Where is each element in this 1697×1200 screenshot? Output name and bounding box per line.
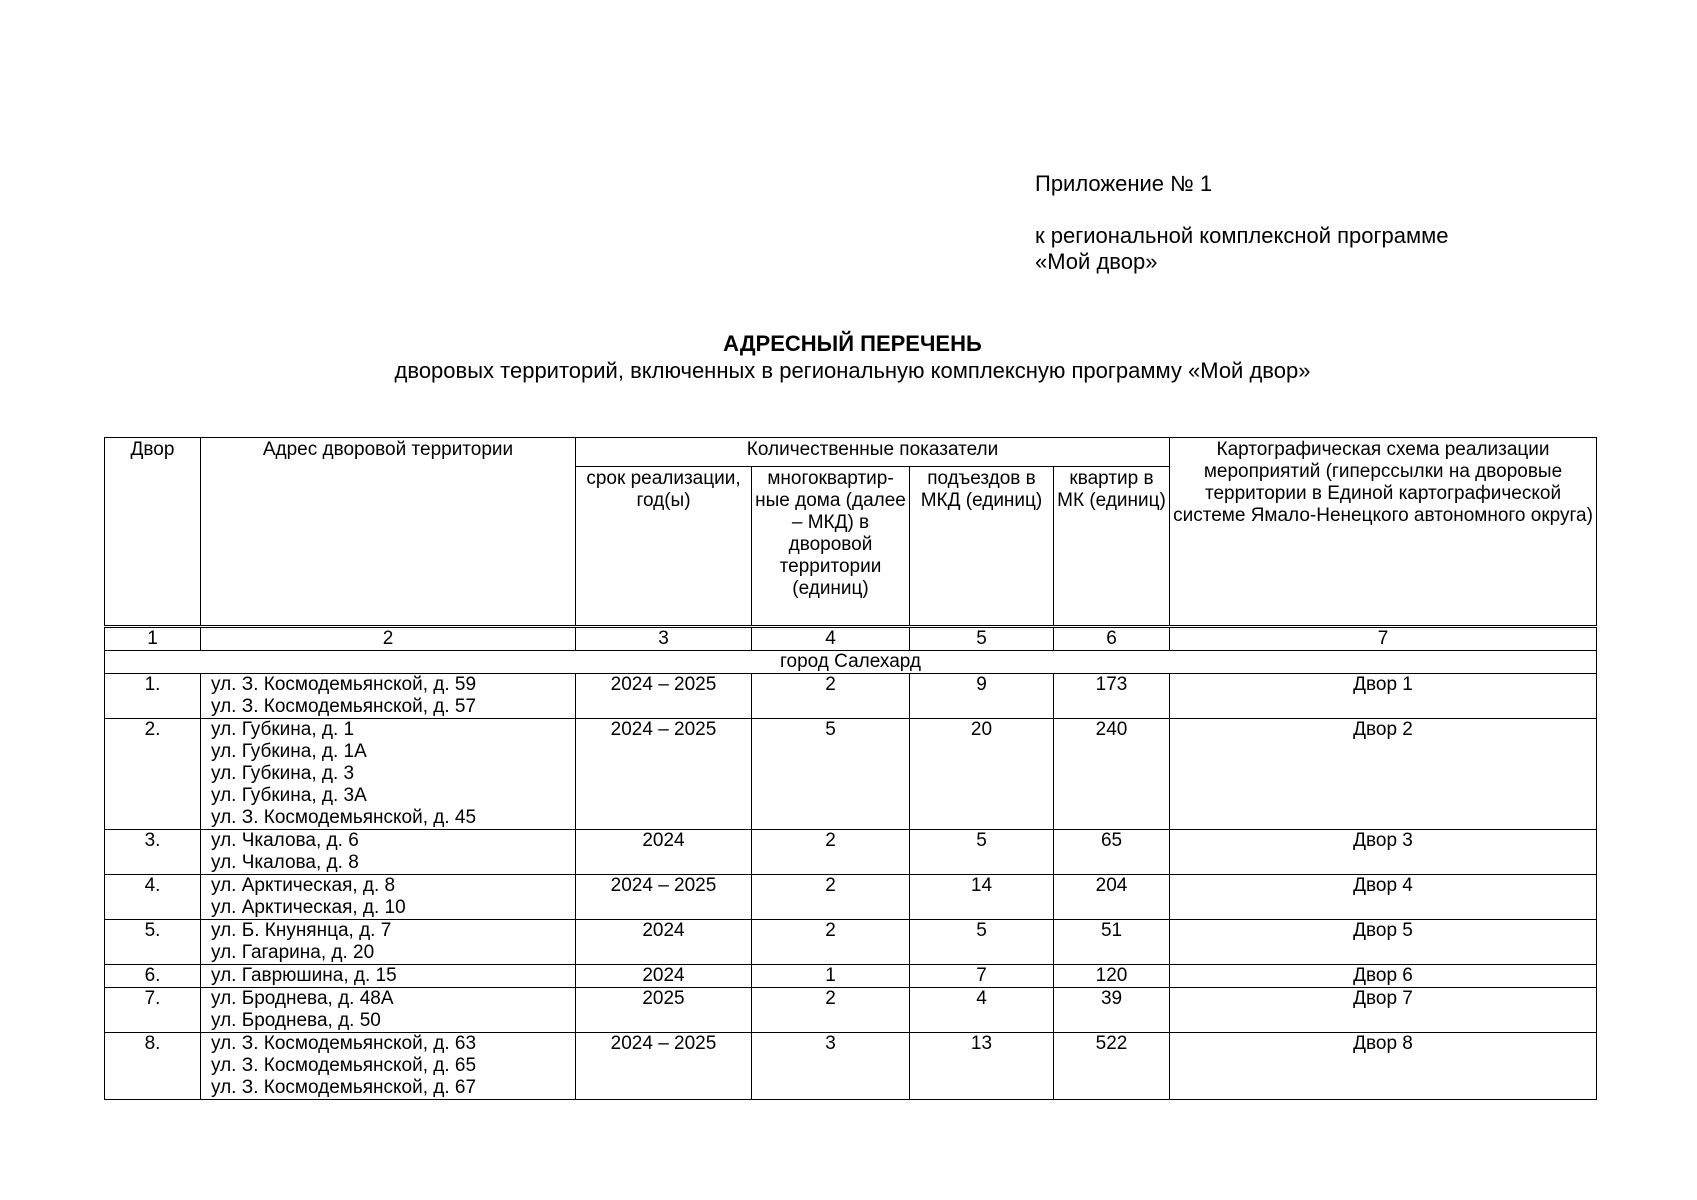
row-number: 7. xyxy=(105,988,201,1033)
address-line: ул. З. Космодемьянской, д. 63 xyxy=(211,1033,477,1054)
header-dvor: Двор xyxy=(105,438,201,627)
address-line: ул. Арктическая, д. 10 xyxy=(211,897,406,918)
row-number: 5. xyxy=(105,920,201,965)
column-numbers-row xyxy=(105,627,1597,651)
document-title xyxy=(0,330,1697,384)
row-srok: 2024 xyxy=(576,920,752,965)
header-srok: срок реализации, год(ы) xyxy=(576,467,752,627)
row-address xyxy=(201,674,576,719)
table-row xyxy=(105,830,1597,875)
row-address xyxy=(201,965,576,988)
row-kvartir: 240 xyxy=(1054,719,1170,830)
row-map-link[interactable]: Двор 8 xyxy=(1170,1033,1597,1100)
column-number: 2 xyxy=(201,627,576,651)
row-kvartir: 522 xyxy=(1054,1033,1170,1100)
row-mkd: 2 xyxy=(752,674,910,719)
row-address xyxy=(201,875,576,920)
row-podezdov: 9 xyxy=(910,674,1054,719)
address-table xyxy=(104,437,1597,1100)
address-line: ул. Чкалова, д. 8 xyxy=(211,852,359,873)
appendix-program-name: «Мой двор» xyxy=(1035,249,1158,274)
row-kvartir: 65 xyxy=(1054,830,1170,875)
row-map-link[interactable]: Двор 1 xyxy=(1170,674,1597,719)
row-podezdov: 5 xyxy=(910,830,1054,875)
row-podezdov: 7 xyxy=(910,965,1054,988)
header-kvartir: квартир в МК (единиц) xyxy=(1054,467,1170,627)
address-line: ул. Губкина, д. 3 xyxy=(211,763,355,784)
table-row xyxy=(105,674,1597,719)
address-line: ул. Губкина, д. 1А xyxy=(211,741,367,762)
address-line: ул. Броднева, д. 50 xyxy=(211,1010,381,1031)
row-srok: 2024 – 2025 xyxy=(576,719,752,830)
row-mkd: 1 xyxy=(752,965,910,988)
row-address xyxy=(201,1033,576,1100)
row-number: 3. xyxy=(105,830,201,875)
row-number: 2. xyxy=(105,719,201,830)
row-map-link[interactable]: Двор 2 xyxy=(1170,719,1597,830)
row-number: 1. xyxy=(105,674,201,719)
row-podezdov: 13 xyxy=(910,1033,1054,1100)
header-podezdov: подъездов в МКД (единиц) xyxy=(910,467,1054,627)
address-line: ул. Б. Кнунянца, д. 7 xyxy=(211,920,392,941)
row-kvartir: 204 xyxy=(1054,875,1170,920)
row-srok: 2024 – 2025 xyxy=(576,875,752,920)
row-mkd: 2 xyxy=(752,988,910,1033)
row-mkd: 2 xyxy=(752,875,910,920)
column-number: 1 xyxy=(105,627,201,651)
row-podezdov: 5 xyxy=(910,920,1054,965)
row-address xyxy=(201,988,576,1033)
address-line: ул. Гаврюшина, д. 15 xyxy=(211,965,397,986)
row-mkd: 5 xyxy=(752,719,910,830)
address-line: ул. З. Космодемьянской, д. 57 xyxy=(211,696,477,717)
row-srok: 2024 xyxy=(576,965,752,988)
row-srok: 2025 xyxy=(576,988,752,1033)
column-number: 4 xyxy=(752,627,910,651)
row-number: 8. xyxy=(105,1033,201,1100)
address-line: ул. З. Космодемьянской, д. 67 xyxy=(211,1077,477,1098)
address-line: ул. Губкина, д. 1 xyxy=(211,719,355,740)
row-kvartir: 51 xyxy=(1054,920,1170,965)
document-title-sub: дворовых территорий, включенных в региональную комплексную программу «Мой двор» xyxy=(394,358,1311,383)
row-kvartir: 120 xyxy=(1054,965,1170,988)
row-podezdov: 14 xyxy=(910,875,1054,920)
table-row xyxy=(105,920,1597,965)
row-address xyxy=(201,719,576,830)
row-number: 4. xyxy=(105,875,201,920)
row-mkd: 2 xyxy=(752,920,910,965)
row-map-link[interactable]: Двор 5 xyxy=(1170,920,1597,965)
table-row xyxy=(105,1033,1597,1100)
row-srok: 2024 xyxy=(576,830,752,875)
document-title-main: АДРЕСНЫЙ ПЕРЕЧЕНЬ xyxy=(723,331,982,356)
address-line: ул. З. Космодемьянской, д. 45 xyxy=(211,807,477,828)
row-mkd: 2 xyxy=(752,830,910,875)
table-row xyxy=(105,988,1597,1033)
appendix-title: Приложение № 1 xyxy=(1035,171,1213,196)
header-mkd: многоквартир-ные дома (далее – МКД) в дворовой территории (единиц) xyxy=(752,467,910,627)
header-quantitative: Количественные показатели xyxy=(576,438,1170,467)
row-address xyxy=(201,920,576,965)
row-kvartir: 173 xyxy=(1054,674,1170,719)
table-row xyxy=(105,719,1597,830)
header-cartographic: Картографическая схема реализации мероприятий (гиперссылки на дворовые территории в Единой картографической системе Ямало-Ненецкого автономного округа) xyxy=(1170,438,1597,627)
row-map-link[interactable]: Двор 4 xyxy=(1170,875,1597,920)
appendix-program: к региональной комплексной программе xyxy=(1035,223,1449,248)
row-srok: 2024 – 2025 xyxy=(576,674,752,719)
address-line: ул. Гагарина, д. 20 xyxy=(211,942,375,963)
row-kvartir: 39 xyxy=(1054,988,1170,1033)
row-number: 6. xyxy=(105,965,201,988)
table-row xyxy=(105,875,1597,920)
row-address xyxy=(201,830,576,875)
header-address: Адрес дворовой территории xyxy=(201,438,576,627)
row-map-link[interactable]: Двор 3 xyxy=(1170,830,1597,875)
row-map-link[interactable]: Двор 7 xyxy=(1170,988,1597,1033)
column-number: 6 xyxy=(1054,627,1170,651)
appendix-note xyxy=(1035,171,1448,275)
address-line: ул. Чкалова, д. 6 xyxy=(211,830,359,851)
address-line: ул. З. Космодемьянской, д. 59 xyxy=(211,674,477,695)
row-srok: 2024 – 2025 xyxy=(576,1033,752,1100)
address-line: ул. З. Космодемьянской, д. 65 xyxy=(211,1055,477,1076)
address-line: ул. Броднева, д. 48А xyxy=(211,988,394,1009)
city-row xyxy=(105,651,1597,674)
table-row xyxy=(105,965,1597,988)
row-map-link[interactable]: Двор 6 xyxy=(1170,965,1597,988)
row-podezdov: 20 xyxy=(910,719,1054,830)
column-number: 5 xyxy=(910,627,1054,651)
column-number: 3 xyxy=(576,627,752,651)
row-mkd: 3 xyxy=(752,1033,910,1100)
address-line: ул. Арктическая, д. 8 xyxy=(211,875,396,896)
row-podezdov: 4 xyxy=(910,988,1054,1033)
column-number: 7 xyxy=(1170,627,1597,651)
address-line: ул. Губкина, д. 3А xyxy=(211,785,367,806)
city-name: город Салехард xyxy=(105,651,1597,674)
